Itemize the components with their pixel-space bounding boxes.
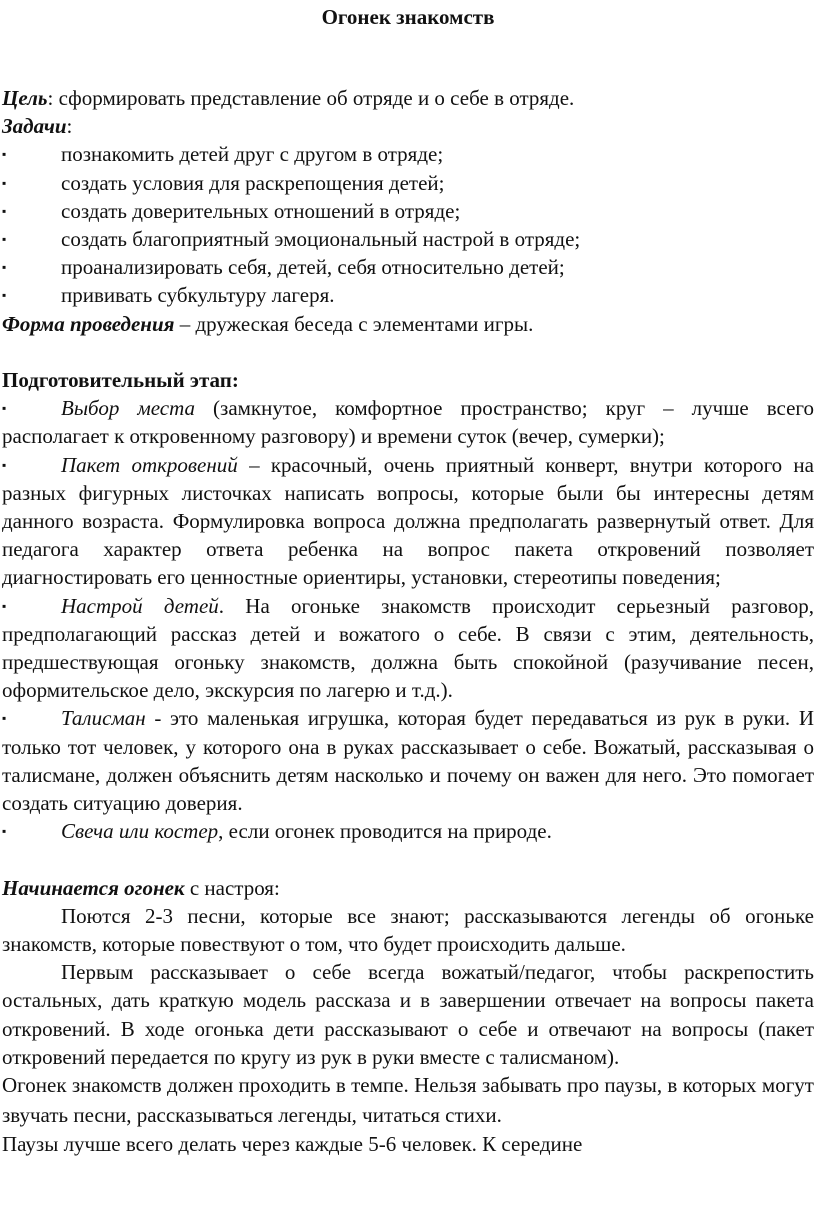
prep-text: – красочный, очень приятный конверт, внутри которого на разных фигурных листочках написать вопросы, которые были бы интересны детям данного возраста. Формулировка вопроса должна предполагать развернутый ответ. Для педагога характер ответа ребенка на вопрос пакета откровений позволяет диагностировать его ценностные ориентиры, установки, стереотипы поведения; bbox=[2, 452, 814, 590]
bullet-marker: ▪ bbox=[2, 232, 7, 247]
bullet-marker: ▪ bbox=[2, 203, 7, 218]
form-line bbox=[2, 310, 814, 338]
document-body bbox=[2, 84, 814, 1160]
task-text: познакомить детей друг с другом в отряде; bbox=[61, 142, 444, 167]
start-paragraph: Первым рассказывает о себе всегда вожатый/педагог, чтобы раскрепостить остальных, дать краткую модель рассказа и в завершении отвечает на вопросы пакета откровений. В ходе огонька дети рассказывают о себе и отвечают на вопросы (пакет откровений передается по кругу из рук в руки вместе с талисманом). bbox=[2, 960, 814, 1069]
prep-text: , если огонек проводится на природе. bbox=[218, 819, 552, 844]
closing-paragraph: Паузы лучше всего делать через каждые 5-6 человек. К середине bbox=[2, 1132, 583, 1157]
prep-term: Настрой детей bbox=[61, 593, 219, 618]
task-text: прививать субкультуру лагеря. bbox=[61, 283, 335, 308]
start-line bbox=[2, 874, 814, 902]
prep-item-talisman bbox=[2, 704, 814, 817]
bullet-marker: ▪ bbox=[2, 711, 7, 726]
prep-term: Талисман bbox=[61, 706, 146, 731]
form-text: – дружеская беседа с элементами игры. bbox=[174, 311, 534, 336]
prep-text: (замкнутое, комфортное пространство; круг – лучше всего располагает к откровенному разговору) и времени суток (вечер, сумерки); bbox=[2, 396, 814, 449]
start-label: Начинается огонек bbox=[2, 875, 185, 900]
goal-text: : сформировать представление об отряде и о себе в отряде. bbox=[47, 86, 575, 110]
prep-text: - это маленькая игрушка, которая будет передаваться из рук в руки. И только тот человек, у которого она в руках рассказывает о себе. Вожатый, рассказывая о талисмане, должен объяснить детям насколько и почему он важен для него. Это помогает создать ситуацию доверия. bbox=[2, 706, 814, 816]
task-text: создать доверительных отношений в отряде; bbox=[61, 198, 461, 223]
closing-paragraph: Огонек знакомств должен проходить в темпе. Нельзя забывать про паузы, в которых могут звучать песни, рассказываться легенды, читаться стихи. bbox=[2, 1073, 814, 1127]
prep-item-envelope bbox=[2, 451, 814, 592]
task-text: создать благоприятный эмоциональный настрой в отряде; bbox=[61, 227, 581, 252]
task-item bbox=[2, 169, 814, 197]
prep-item-candle bbox=[2, 817, 814, 845]
form-label: Форма проведения bbox=[2, 311, 175, 336]
bullet-marker: ▪ bbox=[2, 457, 7, 472]
bullet-marker: ▪ bbox=[2, 147, 7, 162]
prep-item-place bbox=[2, 394, 814, 450]
prep-term: Свеча или костер bbox=[61, 819, 219, 844]
prep-term: Выбор места bbox=[61, 396, 196, 421]
task-item bbox=[2, 140, 814, 168]
goal-label: Цель bbox=[2, 86, 48, 110]
task-text: создать условия для раскрепощения детей; bbox=[61, 170, 445, 195]
bullet-marker: ▪ bbox=[2, 598, 7, 613]
task-item bbox=[2, 225, 814, 253]
tasks-label: Задачи bbox=[2, 114, 67, 139]
bullet-marker: ▪ bbox=[2, 401, 7, 416]
blank-line bbox=[2, 845, 814, 873]
bullet-marker: ▪ bbox=[2, 260, 7, 275]
document-title: Огонек знакомств bbox=[321, 5, 495, 29]
blank-line bbox=[2, 338, 814, 366]
bullet-marker: ▪ bbox=[2, 288, 7, 303]
task-item bbox=[2, 197, 814, 225]
task-item bbox=[2, 281, 814, 309]
prep-term: Пакет откровений bbox=[61, 452, 238, 477]
goal-line bbox=[2, 84, 814, 112]
task-list bbox=[2, 140, 814, 309]
bullet-marker: ▪ bbox=[2, 824, 7, 839]
prep-heading: Подготовительный этап: bbox=[2, 368, 239, 393]
task-text: проанализировать себя, детей, себя относительно детей; bbox=[61, 255, 565, 280]
prep-text: . На огоньке знакомств происходит серьезный разговор, предполагающий рассказ детей и вожатого о себе. В связи с этим, деятельность, предшествующая огоньку знакомств, должна быть спокойной (разучивание песен, оформительское дело, экскурсия по лагерю и т.д.). bbox=[2, 593, 814, 703]
start-text: с настроя: bbox=[184, 875, 280, 900]
start-paragraph: Поются 2-3 песни, которые все знают; рассказываются легенды об огоньке знакомств, которые повествуют о том, что будет происходить дальше. bbox=[2, 903, 814, 957]
task-item bbox=[2, 253, 814, 281]
tasks-colon: : bbox=[66, 114, 73, 139]
prep-item-mood bbox=[2, 592, 814, 705]
bullet-marker: ▪ bbox=[2, 175, 7, 190]
tasks-heading bbox=[2, 112, 814, 140]
